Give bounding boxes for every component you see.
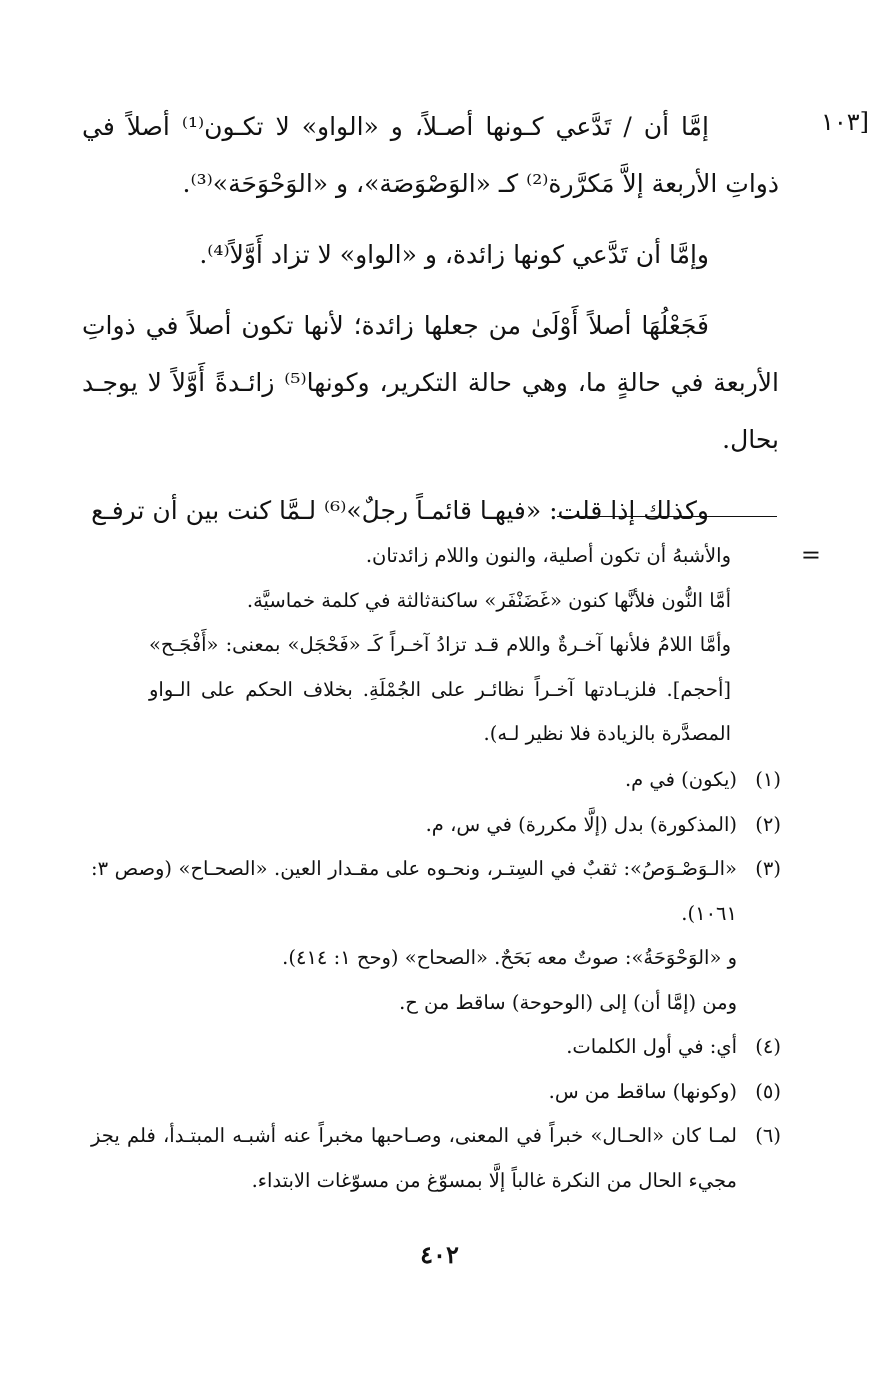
footnote-body (91, 1025, 737, 1070)
footnote-3 (91, 847, 781, 1025)
footnote-separator (557, 516, 777, 517)
footnote-text: (المذكورة) بدل (إلَّا مكررة) في س، م. (425, 812, 737, 836)
footnote-continuation-marker: = (800, 541, 821, 569)
footnote-text: (يكون) في م. (624, 768, 737, 791)
page-number: ٤٠٢ (420, 1240, 459, 1269)
footnote-body (91, 758, 737, 803)
footnote-body (91, 847, 737, 1025)
footnote-number: (٦) (755, 1124, 781, 1147)
footnote-number: (١) (755, 768, 781, 791)
footnote-6 (91, 1114, 781, 1203)
footnote-number: (٣) (755, 857, 781, 880)
footnote-text: (وكونها) ساقط من س. (548, 1079, 737, 1103)
main-paragraph-3: فَجَعْلُهَا أصلاً أَوْلَىٰ من جعلها زائدة؛ لأنها تكون أصلاً في ذواتِ الأربعة في حالةٍ ما، وهي حالة التكرير، وكونها⁽⁵⁾ زائـدةً أَوَّلاً لا يوجـد بحال. (82, 311, 779, 454)
footnote-continuation-line-3: وأمَّا اللامُ فلأنها آخـرةٌ واللام قـد تزادُ آخـراً كَـ «فَحْجَل» بمعنى: «أَفْجَـح» [أحجم]. فلزيـادتها آخـراً نظائـر على الجُمْلَةِ. بخلاف الحكم على الـواو المصدَّرة بالزيادة فلا نظير لـه). (149, 633, 731, 745)
footnote-body (91, 803, 737, 848)
footnote-text: ومن (إمَّا أن) إلى (الوحوحة) ساقط من ح. (399, 990, 737, 1014)
footnote-2 (91, 803, 781, 848)
main-paragraph-1: إمَّا أن / تَدَّعي كـونها أصـلاً، و «الواو» لا تكـون⁽¹⁾ أصلاً في ذواتِ الأربعة إلاَّ مَكرَّرة⁽²⁾ كـ «الوَصْوَصَة»، و «الوَحْوَحَة»⁽³⁾. (82, 112, 779, 198)
page-marker: [١٠٣ (820, 108, 869, 136)
footnote-body (91, 1070, 737, 1115)
main-paragraph-2: وإمَّا أن تَدَّعي كونها زائدة، و «الواو» لا تزاد أَوَّلاً⁽⁴⁾. (199, 240, 709, 269)
footnote-number: (٥) (755, 1079, 781, 1103)
footnote-4 (91, 1025, 781, 1070)
footnote-list (91, 758, 781, 1203)
footnote-1 (91, 758, 781, 803)
footnote-text: لمـا كان «الحـال» خبراً في المعنى، وصـاحبها مخبراً عنه أشبـه المبتـدأ، فلم يجز مجيء الحال من النكرة غالباً إلَّا بمسوّغ من مسوّغات الابتداء. (91, 1124, 737, 1192)
footnote-continuation-line-1: والأشبهُ أن تكون أصلية، والنون واللام زائدتان. (365, 544, 731, 567)
footnote-text: أي: في أول الكلمات. (566, 1035, 737, 1058)
footnote-text: و «الوَحْوَحَةُ»: صوتٌ معه بَحَحٌ. «الصحاح» (وحح ١: ٤١٤). (282, 946, 737, 969)
footnote-continuation (149, 534, 731, 757)
footnote-number: (٢) (755, 812, 781, 836)
footnote-5 (91, 1070, 781, 1115)
main-paragraph-4: وكذلك إذا قلت: «فيهـا قائمـاً رجلٌ»⁽⁶⁾ لـمَّا كنت بين أن ترفـع (91, 496, 709, 525)
footnote-continuation-line-2: أمَّا النُّون فلأنَّها كنون «غَضَنْفَر» ساكنةثالثة في كلمة خماسيَّة. (246, 588, 731, 612)
main-text (82, 98, 779, 553)
footnote-number: (٤) (755, 1035, 781, 1058)
footnote-body (91, 1114, 737, 1203)
footnote-text: «الـوَصْـوَصُ»: ثقبٌ في السِتـر، ونحـوه على مقـدار العين. «الصحـاح» (وصص ٣: ١٠٦١). (91, 857, 737, 925)
